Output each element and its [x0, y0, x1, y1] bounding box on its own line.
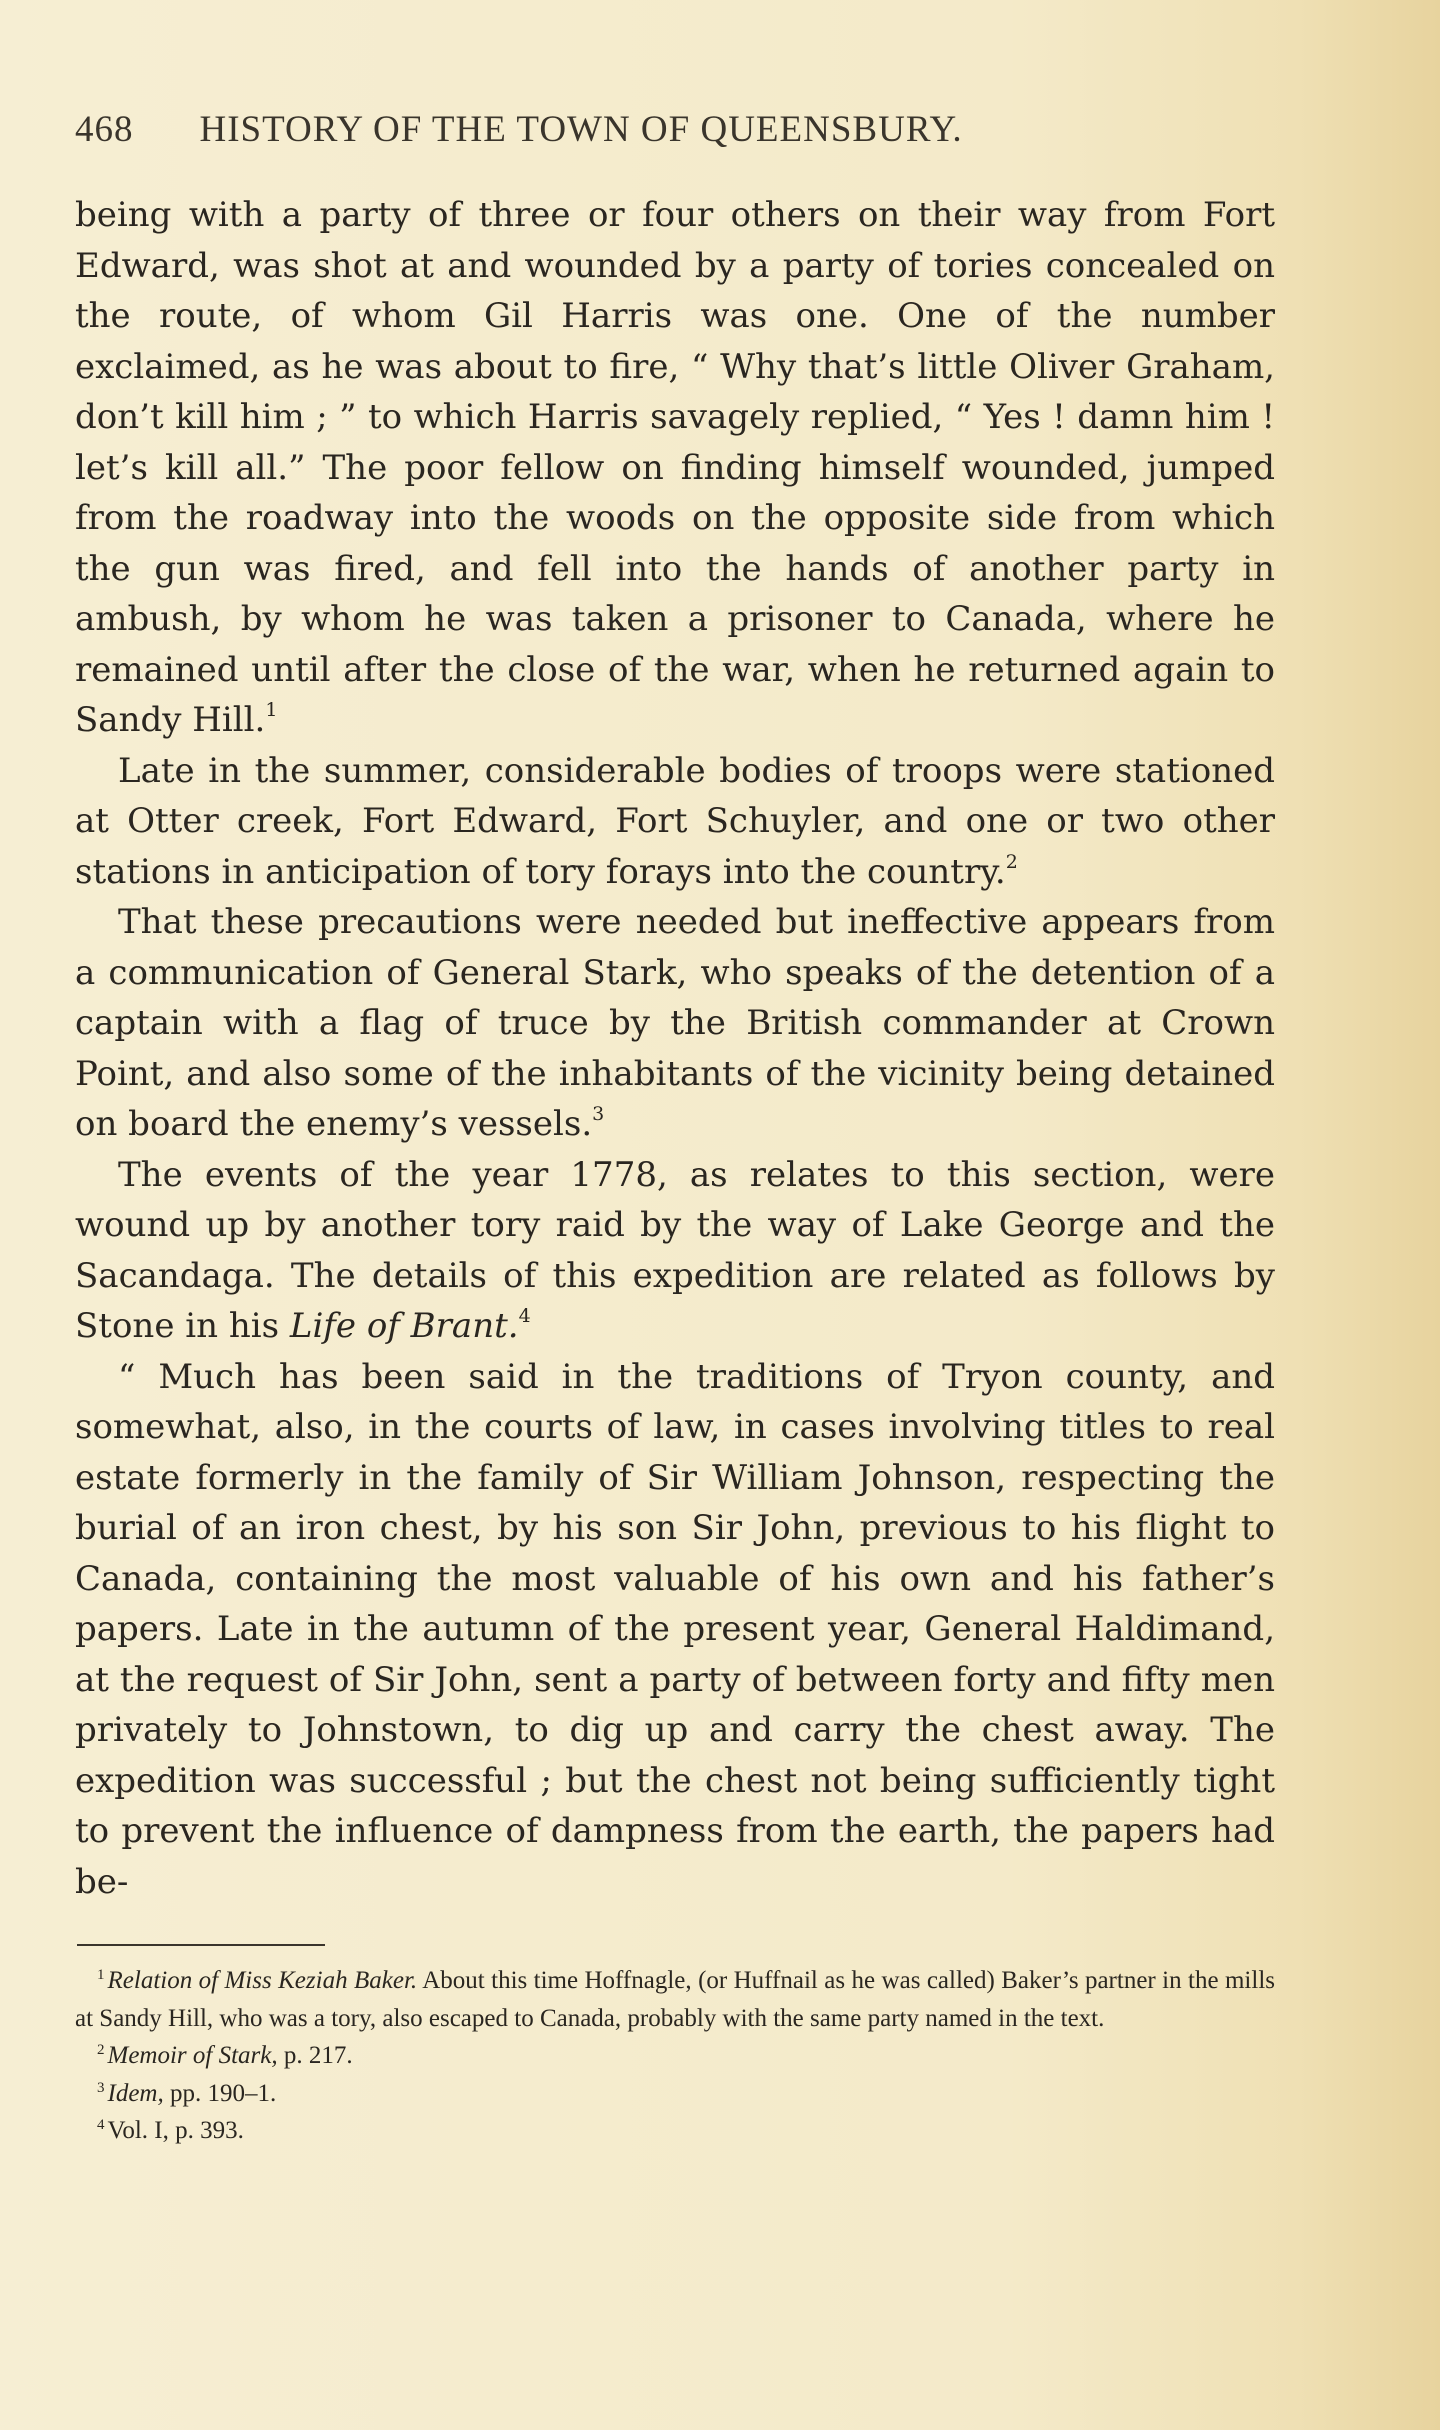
- paragraph-5-text: “ Much has been said in the traditions of Tryon county, and somewhat, also, in the courts of law, in cases involving titles to real estate formerly in the family of Sir William Johnson, respecting the burial of an iron chest, by his son Sir John, previous to his flight to Canada, containing the most valuable of his own and his father’s papers. Late in the autumn of the present year, General Haldimand, at the request of Sir John, sent a party of between forty and fifty men privately to Johnstown, to dig up and carry the chest away. The expedition was successful ; but the chest not being sufficiently tight to prevent the influence of dampness from the earth, the papers had be-: [75, 1356, 1275, 1902]
- paragraph-1-text: being with a party of three or four others on their way from Fort Edward, was shot at and wounded by a party of tories concealed on the route, of whom Gil Harris was one. One of the number exclaimed, as he was about to fire, “ Why that’s little Oliver Graham, don’t kill him ; ” to which Harris savagely replied, “ Yes ! damn him ! let’s kill all.” The poor fellow on finding himself wounded, jumped from the roadway into the woods on the opposite side from which the gun was fired, and fell into the hands of another party in ambush, by whom he was taken a prisoner to Canada, where he remained until after the close of the war, when he returned again to Sandy Hill.: [75, 195, 1275, 740]
- running-head: [75, 108, 1275, 151]
- paragraph-5: [75, 1352, 1275, 1908]
- footnote-3: [75, 2075, 1275, 2113]
- footnotes: [75, 1962, 1275, 2150]
- footnote-2-text: p. 217.: [277, 2042, 353, 2069]
- footnote-2: [75, 2037, 1275, 2075]
- book-title-life-of-brant: Life of Brant.: [289, 1306, 519, 1346]
- footnote-1: [75, 1962, 1275, 2037]
- paragraph-4: [75, 1150, 1275, 1352]
- footnote-2-mark: 2: [97, 2042, 105, 2058]
- footnote-1-text: About this time Hoffnagle, (or Huffnail as he was called) Baker’s partner in the mills at Sandy Hill, who was a tory, also escaped to Canada, probably with the same party named in the text.: [75, 1967, 1275, 2032]
- footnote-rule: [77, 1944, 325, 1946]
- paragraph-4-text: The events of the year 1778, as relates to this section, were wound up by another tory raid by the way of Lake George and the Sacandaga. The details of this expedition are related as follows by Stone in his: [75, 1154, 1275, 1346]
- footnote-1-source: Relation of Miss Keziah Baker.: [107, 1967, 418, 1994]
- paragraph-3: [75, 897, 1275, 1150]
- footnote-3-mark: 3: [97, 2079, 105, 2096]
- paragraph-2: [75, 746, 1275, 898]
- running-title: HISTORY OF THE TOWN OF QUEENSBURY.: [199, 109, 963, 150]
- footnote-ref-2: 2: [1005, 850, 1018, 873]
- paragraph-3-text: That these precautions were needed but ineffective appears from a communication of General Stark, who speaks of the detention of a captain with a flag of truce by the British commander at Crown Point, and also some of the inhabitants of the vicinity being detained on board the enemy’s vessels.: [75, 902, 1275, 1144]
- paragraph-2-text: Late in the summer, considerable bodies of troops were stationed at Otter creek, Fort Edward, Fort Schuyler, and one or two other stations in anticipation of tory forays into the country.: [75, 750, 1275, 892]
- footnote-4: [75, 2112, 1275, 2150]
- paragraph-1: [75, 190, 1275, 746]
- footnote-4-text: Vol. I, p. 393.: [107, 2117, 244, 2144]
- footnote-4-mark: 4: [97, 2117, 105, 2133]
- body-text: [75, 190, 1275, 1907]
- footnote-3-text: pp. 190–1.: [163, 2079, 277, 2107]
- footnote-ref-4: 4: [518, 1305, 531, 1327]
- footnote-2-source: Memoir of Stark,: [107, 2042, 278, 2069]
- footnote-ref-3: 3: [592, 1103, 605, 1125]
- footnote-ref-1: 1: [265, 699, 278, 721]
- footnote-1-mark: 1: [97, 1967, 105, 1983]
- page-number: 468: [75, 109, 134, 150]
- footnote-3-source: Idem,: [107, 2079, 164, 2107]
